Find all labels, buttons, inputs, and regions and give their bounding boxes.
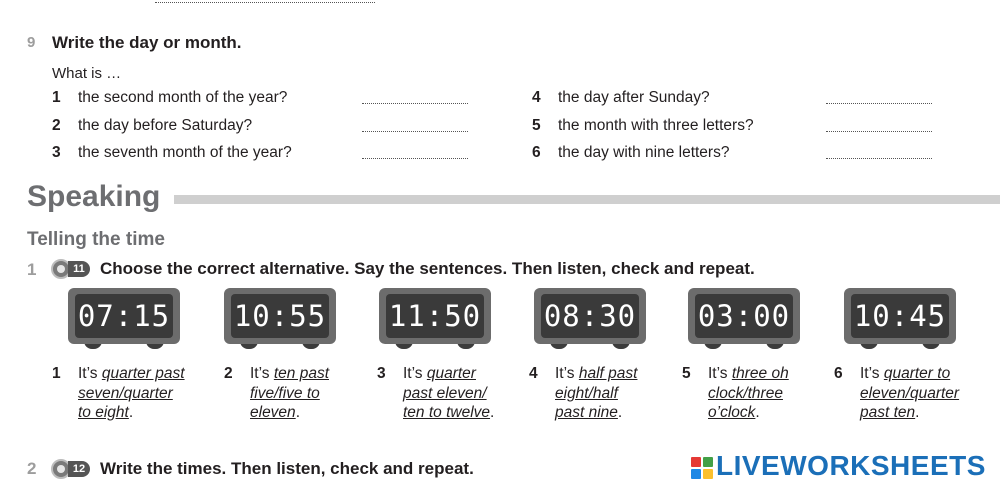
question-item xyxy=(532,89,710,107)
answer-blank[interactable] xyxy=(826,158,932,159)
answer-number: 4 xyxy=(529,365,538,382)
clock-display: 08:30 xyxy=(541,294,639,338)
answer-suffix: . xyxy=(295,404,300,421)
exercise-intro: What is … xyxy=(52,65,122,82)
answer-number: 2 xyxy=(224,365,233,382)
track-number: 12 xyxy=(68,461,90,477)
audio-track-button[interactable] xyxy=(51,459,90,479)
clock-display: 10:45 xyxy=(851,294,949,338)
digital-clock xyxy=(844,288,956,350)
audio-track-button[interactable] xyxy=(51,259,90,279)
answer-suffix: . xyxy=(755,404,760,421)
question-number: 2 xyxy=(52,117,61,134)
alternative-option[interactable]: ten to twelve xyxy=(403,404,491,421)
clock-display: 11:50 xyxy=(386,294,484,338)
alternative-option[interactable]: eleven xyxy=(250,404,296,421)
alternative-option[interactable]: to eight xyxy=(78,404,129,421)
answer-blank[interactable] xyxy=(826,103,932,104)
exercise-instruction: Write the times. Then listen, check and repeat. xyxy=(100,459,474,478)
alternative-option[interactable]: eight/half xyxy=(555,384,618,402)
digital-clock xyxy=(688,288,800,350)
answer-number: 5 xyxy=(682,365,691,382)
alternative-option[interactable]: quarter past xyxy=(101,365,185,382)
exercise-number: 9 xyxy=(27,34,36,51)
logo-text: LIVEWORKSHEETS xyxy=(716,450,986,481)
alternative-option[interactable]: seven/quarter xyxy=(78,384,173,402)
answer-blank[interactable] xyxy=(362,103,468,104)
section-heading: Speaking xyxy=(27,180,161,213)
clock-display: 03:00 xyxy=(695,294,793,338)
question-number: 4 xyxy=(532,89,541,106)
question-text: the day with nine letters? xyxy=(558,144,730,161)
alternative-option[interactable]: three oh xyxy=(731,365,789,382)
alternative-option[interactable]: quarter to xyxy=(883,365,951,382)
alternative-option[interactable]: eleven/quarter xyxy=(860,384,960,402)
heading-rule xyxy=(174,195,1000,204)
alternative-option[interactable]: clock/three xyxy=(708,384,783,402)
answer-blank[interactable] xyxy=(826,131,932,132)
alternative-option[interactable]: quarter xyxy=(426,365,476,382)
alternative-option[interactable]: ten past xyxy=(273,365,329,382)
question-number: 3 xyxy=(52,144,61,161)
answer-prefix: It’s xyxy=(860,365,880,382)
digital-clock xyxy=(534,288,646,350)
digital-clock xyxy=(379,288,491,350)
answer-suffix: . xyxy=(490,404,495,421)
question-text: the day before Saturday? xyxy=(78,117,253,134)
digital-clock xyxy=(224,288,336,350)
answer-blank[interactable] xyxy=(362,131,468,132)
answer-prefix: It’s xyxy=(78,365,98,382)
answer-blank[interactable] xyxy=(362,158,468,159)
answer-suffix: . xyxy=(915,404,920,421)
question-text: the month with three letters? xyxy=(558,117,754,134)
question-text: the second month of the year? xyxy=(78,89,288,106)
alternative-option[interactable]: past ten xyxy=(860,404,916,421)
answer-prefix: It’s xyxy=(403,365,423,382)
answer-suffix: . xyxy=(128,404,134,421)
alternative-option[interactable]: past nine xyxy=(555,404,618,421)
question-text: the seventh month of the year? xyxy=(78,144,292,161)
answer-number: 3 xyxy=(377,365,386,382)
answer-prefix: It’s xyxy=(555,365,575,382)
question-number: 6 xyxy=(532,144,541,161)
exercise-number: 2 xyxy=(27,459,37,478)
clock-display: 07:15 xyxy=(75,294,173,338)
exercise-instruction: Choose the correct alternative. Say the sentences. Then listen, check and repeat. xyxy=(100,259,755,278)
question-item xyxy=(52,144,292,162)
logo-squares-icon xyxy=(691,457,713,479)
liveworksheets-logo xyxy=(691,450,986,482)
alternative-option[interactable]: past eleven/ xyxy=(403,384,487,402)
exercise-number: 1 xyxy=(27,260,37,279)
exercise-title: Write the day or month. xyxy=(52,33,242,52)
answer-prefix: It’s xyxy=(250,365,270,382)
question-text: the day after Sunday? xyxy=(558,89,710,106)
track-number: 11 xyxy=(68,261,90,277)
question-number: 5 xyxy=(532,117,541,134)
question-item xyxy=(52,89,287,107)
alternative-option[interactable]: half past xyxy=(578,365,638,382)
question-item xyxy=(52,117,252,135)
question-number: 1 xyxy=(52,89,61,106)
question-item xyxy=(532,117,754,135)
alternative-option[interactable]: five/five to xyxy=(250,384,320,402)
answer-number: 6 xyxy=(834,365,843,382)
digital-clock xyxy=(68,288,180,350)
previous-answer-line xyxy=(155,2,375,3)
answer-number: 1 xyxy=(52,365,61,382)
answer-prefix: It’s xyxy=(708,365,728,382)
alternative-option[interactable]: o’clock xyxy=(708,404,756,421)
question-item xyxy=(532,144,729,162)
answer-suffix: . xyxy=(617,404,623,421)
section-subheading: Telling the time xyxy=(27,229,165,250)
clock-display: 10:55 xyxy=(231,294,329,338)
